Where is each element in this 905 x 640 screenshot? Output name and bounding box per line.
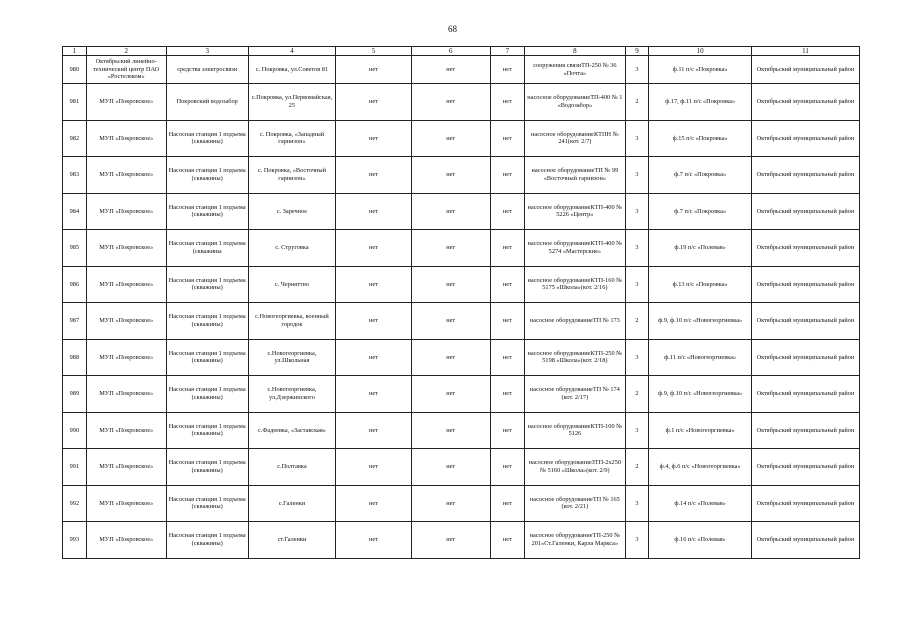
- cell-category: 3: [625, 157, 649, 194]
- header-cell-feeder: 10: [649, 47, 752, 56]
- cell-col7: нет: [490, 230, 525, 267]
- cell-category: 3: [625, 193, 649, 230]
- cell-row-number: 984: [63, 193, 87, 230]
- cell-owner: МУП «Покровское»: [86, 157, 166, 194]
- cell-address: с. Покровка, «Западный гарнизон»: [248, 120, 335, 157]
- cell-col5: нет: [336, 412, 412, 449]
- cell-district: Октябрьский муниципальный район: [751, 56, 859, 84]
- table-row: [63, 157, 860, 194]
- cell-district: Октябрьский муниципальный район: [751, 303, 859, 340]
- cell-owner: МУП «Покровское»: [86, 120, 166, 157]
- cell-category: 3: [625, 485, 649, 522]
- cell-power-source: насосное оборудованиеТП-250 № 201«Ст.Галенки, Карла Маркса»: [525, 522, 625, 559]
- cell-col6: нет: [411, 266, 490, 303]
- cell-power-source: сооружения связиТП-250 № 36 «Почта»: [525, 56, 625, 84]
- table-body: [63, 56, 860, 559]
- cell-col7: нет: [490, 56, 525, 84]
- cell-category: 2: [625, 84, 649, 121]
- header-cell-col7: 7: [490, 47, 525, 56]
- cell-object-name: Насосная станция 1 подъема (скважины): [166, 485, 248, 522]
- header-cell-power-source: 8: [525, 47, 625, 56]
- cell-owner: МУП «Покровское»: [86, 449, 166, 486]
- cell-col5: нет: [336, 157, 412, 194]
- header-cell-address: 4: [248, 47, 335, 56]
- cell-col6: нет: [411, 193, 490, 230]
- cell-object-name: средства электросвязи: [166, 56, 248, 84]
- cell-row-number: 980: [63, 56, 87, 84]
- table-row: [63, 84, 860, 121]
- cell-district: Октябрьский муниципальный район: [751, 339, 859, 376]
- table-row: [63, 522, 860, 559]
- cell-object-name: Насосная станция 1 подъема (скважины): [166, 193, 248, 230]
- cell-feeder: ф.15 п/с «Покровка»: [649, 120, 752, 157]
- cell-district: Октябрьский муниципальный район: [751, 193, 859, 230]
- cell-district: Октябрьский муниципальный район: [751, 485, 859, 522]
- cell-col7: нет: [490, 157, 525, 194]
- cell-owner: МУП «Покровское»: [86, 230, 166, 267]
- table-row: [63, 376, 860, 413]
- cell-address: с.Полтавка: [248, 449, 335, 486]
- cell-power-source: насосное оборудованиеТП № 174 (кот. 2/17): [525, 376, 625, 413]
- page-number: 68: [448, 24, 457, 34]
- cell-col5: нет: [336, 303, 412, 340]
- cell-address: с. Черняттно: [248, 266, 335, 303]
- cell-col5: нет: [336, 449, 412, 486]
- cell-district: Октябрьский муниципальный район: [751, 376, 859, 413]
- cell-col6: нет: [411, 303, 490, 340]
- cell-col5: нет: [336, 376, 412, 413]
- cell-owner: МУП «Покровское»: [86, 193, 166, 230]
- cell-col5: нет: [336, 522, 412, 559]
- cell-object-name: Насосная станция 1 подъема (скважины): [166, 412, 248, 449]
- cell-feeder: ф.9, ф.10 п/с «Новогеоргиевка»: [649, 376, 752, 413]
- cell-col6: нет: [411, 412, 490, 449]
- cell-category: 2: [625, 303, 649, 340]
- cell-col6: нет: [411, 339, 490, 376]
- cell-address: с.Новогеоргиевка, военный городок: [248, 303, 335, 340]
- cell-feeder: ф.4, ф.6 п/с «Новогеоргиевка»: [649, 449, 752, 486]
- cell-address: с.Фадеевка, «Заставская»: [248, 412, 335, 449]
- cell-object-name: Насосная станция 1 подъема (скважины): [166, 339, 248, 376]
- cell-col6: нет: [411, 120, 490, 157]
- cell-col5: нет: [336, 56, 412, 84]
- cell-address: с.Новогеоргиевка, ул.Школьная: [248, 339, 335, 376]
- cell-power-source: насосное оборудованиеТП № 165 (кот. 2/21): [525, 485, 625, 522]
- cell-row-number: 993: [63, 522, 87, 559]
- cell-row-number: 988: [63, 339, 87, 376]
- table-row: [63, 303, 860, 340]
- cell-feeder: ф.14 п/с «Полевая»: [649, 485, 752, 522]
- cell-power-source: насосное оборудованиеКТП-100 № 5126: [525, 412, 625, 449]
- cell-col7: нет: [490, 522, 525, 559]
- cell-object-name: Насосная станция 1 подъема (скважины): [166, 522, 248, 559]
- cell-row-number: 986: [63, 266, 87, 303]
- cell-col5: нет: [336, 193, 412, 230]
- cell-power-source: насосное оборудованиеКТП-400 № 5274 «Мастерские»: [525, 230, 625, 267]
- cell-col5: нет: [336, 339, 412, 376]
- cell-power-source: насосное оборудованиеТП-400 № 1 «Водозабор»: [525, 84, 625, 121]
- cell-power-source: насосное оборудованиеКТП-160 № 5175 «Школа»(кот. 2/16): [525, 266, 625, 303]
- cell-col6: нет: [411, 157, 490, 194]
- table-row: [63, 120, 860, 157]
- cell-col7: нет: [490, 193, 525, 230]
- cell-address: с. Покровка, «Восточный гарнизон»: [248, 157, 335, 194]
- cell-owner: МУП «Покровское»: [86, 84, 166, 121]
- cell-object-name: Насосная станция 1 подъема (скважины): [166, 449, 248, 486]
- cell-col6: нет: [411, 485, 490, 522]
- cell-feeder: ф.11 п/с «Новогеоргиевка»: [649, 339, 752, 376]
- cell-col7: нет: [490, 449, 525, 486]
- table-row: [63, 193, 860, 230]
- table-row: [63, 485, 860, 522]
- cell-col7: нет: [490, 120, 525, 157]
- cell-col7: нет: [490, 266, 525, 303]
- cell-col7: нет: [490, 412, 525, 449]
- cell-owner: МУП «Покровское»: [86, 376, 166, 413]
- cell-district: Октябрьский муниципальный район: [751, 266, 859, 303]
- cell-col6: нет: [411, 230, 490, 267]
- cell-col7: нет: [490, 376, 525, 413]
- cell-feeder: ф.17, ф.11 п/с «Покровка»: [649, 84, 752, 121]
- facilities-table: [62, 46, 860, 559]
- cell-row-number: 992: [63, 485, 87, 522]
- cell-owner: Октябрьский линейно-технический центр ПАО «Ростелеком»: [86, 56, 166, 84]
- cell-feeder: ф.19 п/с «Полевая»: [649, 230, 752, 267]
- cell-row-number: 985: [63, 230, 87, 267]
- cell-col5: нет: [336, 485, 412, 522]
- header-cell-owner: 2: [86, 47, 166, 56]
- cell-object-name: Насосная станция 1 подъема (скважины): [166, 303, 248, 340]
- cell-district: Октябрьский муниципальный район: [751, 157, 859, 194]
- cell-category: 2: [625, 376, 649, 413]
- cell-address: с. Заречное: [248, 193, 335, 230]
- header-cell-category: 9: [625, 47, 649, 56]
- header-cell-col5: 5: [336, 47, 412, 56]
- cell-power-source: насосное оборудованиеКТП-400 № 5226 «Центр»: [525, 193, 625, 230]
- cell-category: 3: [625, 56, 649, 84]
- cell-object-name: Покровский водозабор: [166, 84, 248, 121]
- cell-owner: МУП «Покровское»: [86, 339, 166, 376]
- cell-feeder: ф.9, ф.10 п/с «Новогеоргиевка»: [649, 303, 752, 340]
- cell-district: Октябрьский муниципальный район: [751, 230, 859, 267]
- cell-owner: МУП «Покровское»: [86, 412, 166, 449]
- cell-feeder: ф.7 п/с «Покровка»: [649, 157, 752, 194]
- cell-category: 3: [625, 230, 649, 267]
- cell-col7: нет: [490, 339, 525, 376]
- cell-address: ст.Галенки: [248, 522, 335, 559]
- cell-col6: нет: [411, 449, 490, 486]
- cell-district: Октябрьский муниципальный район: [751, 449, 859, 486]
- cell-address: с.Новогеоргиевка, ул.Дзержинского: [248, 376, 335, 413]
- cell-row-number: 991: [63, 449, 87, 486]
- cell-address: с. Покровка, ул.Советов 81: [248, 56, 335, 84]
- cell-col5: нет: [336, 266, 412, 303]
- header-row: [63, 47, 860, 56]
- cell-power-source: насосное оборудованиеЗТП-2х250 № 5160 «Школа»(кот. 2/9): [525, 449, 625, 486]
- table-row: [63, 449, 860, 486]
- table-row: [63, 412, 860, 449]
- cell-address: с.Галенки: [248, 485, 335, 522]
- cell-category: 3: [625, 412, 649, 449]
- cell-col5: нет: [336, 84, 412, 121]
- cell-col6: нет: [411, 84, 490, 121]
- header-cell-col6: 6: [411, 47, 490, 56]
- cell-category: 3: [625, 120, 649, 157]
- cell-row-number: 982: [63, 120, 87, 157]
- cell-owner: МУП «Покровское»: [86, 485, 166, 522]
- cell-row-number: 987: [63, 303, 87, 340]
- cell-power-source: насосное оборудованиеТП № 173: [525, 303, 625, 340]
- cell-object-name: Насосная станция 1 подъема (скважины: [166, 230, 248, 267]
- cell-owner: МУП «Покровское»: [86, 266, 166, 303]
- cell-row-number: 989: [63, 376, 87, 413]
- cell-object-name: Насосная станция 1 подъема (скважины): [166, 120, 248, 157]
- cell-col7: нет: [490, 303, 525, 340]
- table-row: [63, 266, 860, 303]
- cell-col5: нет: [336, 120, 412, 157]
- cell-power-source: насосное оборудованиеТП № 99 «Восточный гарнизон»: [525, 157, 625, 194]
- table-row: [63, 56, 860, 84]
- cell-address: с.Покровка, ул.Первомайская, 25: [248, 84, 335, 121]
- header-cell-row-number: 1: [63, 47, 87, 56]
- header-cell-object-name: 3: [166, 47, 248, 56]
- cell-col6: нет: [411, 522, 490, 559]
- table-row: [63, 230, 860, 267]
- cell-object-name: Насосная станция 1 подъема (скважины): [166, 157, 248, 194]
- cell-col6: нет: [411, 56, 490, 84]
- cell-object-name: Насосная станция 1 подъема (скважины): [166, 266, 248, 303]
- cell-category: 2: [625, 449, 649, 486]
- cell-owner: МУП «Покровское»: [86, 303, 166, 340]
- cell-row-number: 990: [63, 412, 87, 449]
- cell-row-number: 983: [63, 157, 87, 194]
- cell-col7: нет: [490, 84, 525, 121]
- cell-feeder: ф.11 п/с «Покровка»: [649, 56, 752, 84]
- cell-category: 3: [625, 266, 649, 303]
- cell-category: 3: [625, 522, 649, 559]
- cell-category: 3: [625, 339, 649, 376]
- cell-feeder: ф.16 п/с «Полевая»: [649, 522, 752, 559]
- cell-owner: МУП «Покровское»: [86, 522, 166, 559]
- cell-district: Октябрьский муниципальный район: [751, 412, 859, 449]
- cell-district: Октябрьский муниципальный район: [751, 84, 859, 121]
- cell-feeder: ф.13 п/с «Покровка»: [649, 266, 752, 303]
- header-cell-district: 11: [751, 47, 859, 56]
- cell-district: Октябрьский муниципальный район: [751, 522, 859, 559]
- cell-row-number: 981: [63, 84, 87, 121]
- cell-feeder: ф.7 п/с «Покровка»: [649, 193, 752, 230]
- cell-power-source: насосное оборудованиеКТП-250 № 5198 «Школа»(кот. 2/18): [525, 339, 625, 376]
- cell-address: с. Струговка: [248, 230, 335, 267]
- cell-power-source: насосное оборудованиеКТПН № 241(кот. 2/7): [525, 120, 625, 157]
- cell-object-name: Насосная станция 1 подъема (скважины): [166, 376, 248, 413]
- cell-feeder: ф.1 п/с «Новогеоргиевка»: [649, 412, 752, 449]
- cell-district: Октябрьский муниципальный район: [751, 120, 859, 157]
- cell-col5: нет: [336, 230, 412, 267]
- cell-col6: нет: [411, 376, 490, 413]
- table-row: [63, 339, 860, 376]
- cell-col7: нет: [490, 485, 525, 522]
